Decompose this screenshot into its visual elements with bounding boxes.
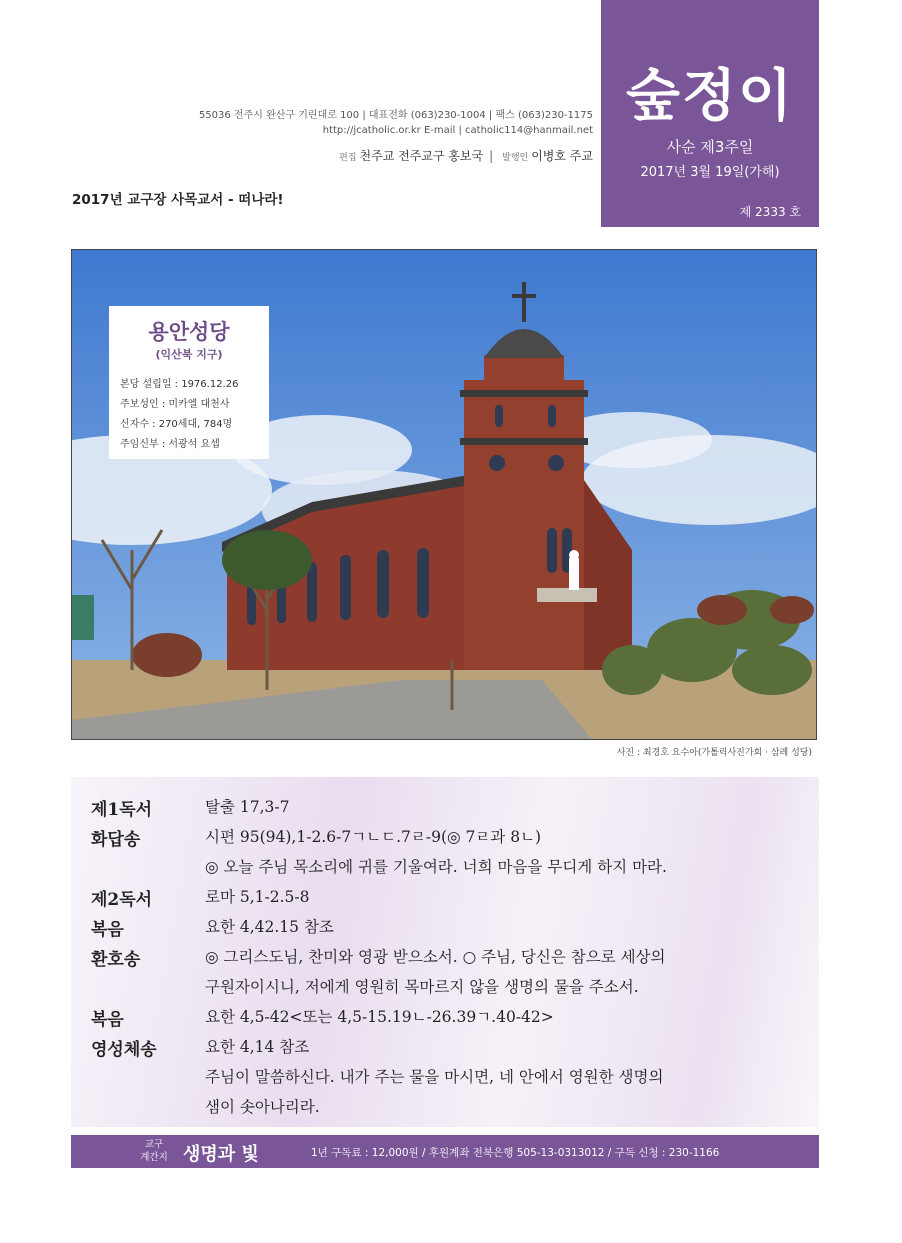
- reading-row: [71, 1065, 819, 1095]
- editor-label: 편집: [339, 153, 357, 163]
- publisher-label: 발행인: [502, 153, 529, 163]
- web-contact-line: http://jcatholic.or.kr E-mail | catholic114@hanmail.net: [322, 125, 593, 136]
- church-detail: 주보성인 : 미카엘 대천사: [120, 399, 230, 410]
- reading-text: 로마 5,1-2.5-8: [205, 888, 310, 906]
- reading-label: 복음: [91, 920, 124, 940]
- footer-bar: [71, 1135, 819, 1168]
- readings-panel: [71, 777, 819, 1127]
- reading-label: 복음: [91, 1010, 124, 1030]
- reading-row: [71, 975, 819, 1005]
- photo-caption: 사진 : 최경호 요수아(가톨릭사진가회 · 삼례 성당): [616, 748, 812, 758]
- reading-text: ◎ 그리스도님, 찬미와 영광 받으소서. ○ 주님, 당신은 참으로 세상의: [205, 948, 666, 966]
- footer-small-line: 계간지: [140, 1152, 168, 1163]
- reading-text: 샘이 솟아나리라.: [205, 1098, 320, 1116]
- reading-label: 화답송: [91, 830, 141, 850]
- issue-number: 제 2333 호: [739, 205, 801, 219]
- reading-label: 영성체송: [91, 1040, 157, 1060]
- reading-label: 환호송: [91, 950, 141, 970]
- publisher-name: 이병호 주교: [531, 149, 593, 163]
- footer-small-label: [129, 1138, 179, 1164]
- reading-label: 제1독서: [91, 800, 153, 820]
- church-detail: 본당 설립일 : 1976.12.26: [120, 379, 239, 390]
- reading-row: [71, 885, 819, 915]
- reading-row: [71, 915, 819, 945]
- reading-row: [71, 1035, 819, 1065]
- editor-name: 천주교 전주교구 홍보국: [359, 149, 484, 163]
- church-info-box: [109, 306, 269, 459]
- magazine-logo: 생명과 빛: [183, 1144, 259, 1165]
- reading-text: 요한 4,42.15 참조: [205, 918, 334, 936]
- reading-row: [71, 855, 819, 885]
- church-name: 용안성당: [148, 320, 230, 344]
- reading-text: ◎ 오늘 주님 목소리에 귀를 기울여라. 너희 마음을 무디게 하지 마라.: [205, 858, 667, 876]
- reading-text: 요한 4,5-42<또는 4,5-15.19ㄴ-26.39ㄱ.40-42>: [205, 1008, 554, 1026]
- reading-row: [71, 945, 819, 975]
- separator: |: [489, 149, 494, 163]
- reading-row: [71, 1095, 819, 1125]
- church-detail: 주임신부 : 서광석 요셉: [120, 439, 220, 450]
- church-detail: 신자수 : 270세대, 784명: [120, 419, 233, 430]
- church-district: (익산북 지구): [155, 348, 223, 361]
- masthead: [601, 0, 819, 227]
- reading-text: 구원자이시니, 저에게 영원히 목마르지 않을 생명의 물을 주소서.: [205, 978, 639, 996]
- pastoral-motto: 2017년 교구장 사목교서 - 떠나라!: [72, 192, 284, 208]
- reading-text: 시편 95(94),1-2.6-7ㄱㄴㄷ.7ㄹ-9(◎ 7ㄹ과 8ㄴ): [205, 828, 542, 846]
- footer-small-line: 교구: [144, 1139, 164, 1150]
- liturgical-sunday: 사순 제3주일: [666, 138, 754, 156]
- reading-text: 탈출 17,3-7: [205, 798, 290, 816]
- editor-line: [336, 147, 593, 164]
- subscription-info: 1년 구독료 : 12,000원 / 후원계좌 전북은행 505-13-0313012 / 구독 신청 : 230-1166: [311, 1147, 720, 1159]
- reading-row: [71, 1005, 819, 1035]
- reading-text: 주님이 말씀하신다. 내가 주는 물을 마시면, 네 안에서 영원한 생명의: [205, 1068, 664, 1086]
- address-line: 55036 전주시 완산구 기린대로 100 | 대표전화 (063)230-1004 | 팩스 (063)230-1175: [198, 110, 593, 121]
- issue-date: 2017년 3월 19일(가해): [640, 165, 780, 180]
- reading-row: [71, 795, 819, 825]
- newsletter-title: 숲정이: [625, 64, 795, 129]
- reading-text: 요한 4,14 참조: [205, 1038, 310, 1056]
- reading-label: 제2독서: [91, 890, 153, 910]
- reading-row: [71, 825, 819, 855]
